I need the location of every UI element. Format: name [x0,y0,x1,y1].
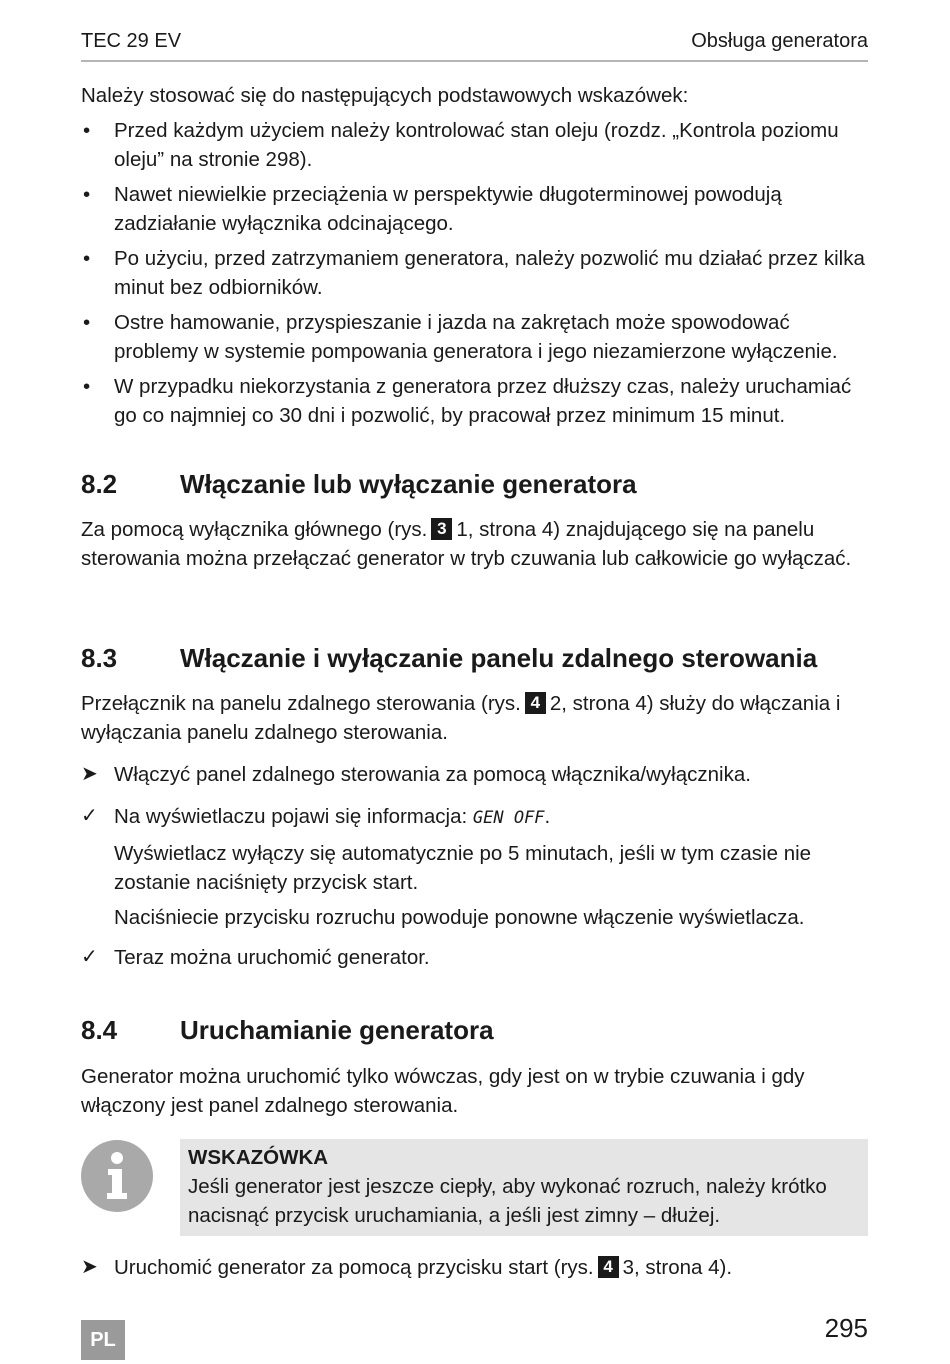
arrow-right-icon: ➤ [81,763,98,785]
header-divider [81,60,868,62]
arrow-right-icon: ➤ [81,1256,98,1278]
section-8-2-paragraph: Za pomocą wyłącznika głównego (rys. 3 1, strona 4) znajdującego się na panelu sterowania można przełączać generator w tryb czuwania lub całkowicie go wyłączać. [81,518,852,570]
section-number: 8.4 [81,1015,118,1045]
list-item: • Po użyciu, przed zatrzymaniem generatora, należy pozwolić mu działać przez kilka minut bez odbiorników. [81,244,871,302]
list-item: • Nawet niewielkie przeciążenia w perspektywie długoterminowej powodują zadziałanie wyłącznika odcinającego. [81,180,871,238]
figure-reference-badge: 4 [598,1256,619,1278]
list-item: • Ostre hamowanie, przyspieszanie i jazda na zakrętach może spowodować problemy w systemie pompowania generatora i jego niezamierzone wyłączenie. [81,308,871,366]
result-step: ✓ Teraz można uruchomić generator. [81,943,871,972]
instruction-step: ➤ Uruchomić generator za pomocą przycisku start (rys. 4 3, strona 4). [81,1253,871,1282]
guidelines-list [81,116,871,436]
bullet-icon: • [83,311,91,334]
header-document-title: TEC 29 EV [81,30,182,52]
checkmark-icon: ✓ [81,946,98,968]
display-readout: GEN OFF [472,808,545,828]
note-text: Jeśli generator jest jeszcze ciepły, aby wykonać rozruch, należy krótko nacisnąć przycisk uruchamiania, a jeśli jest zimny – dłużej. [188,1175,827,1227]
bullet-icon: • [83,375,91,398]
section-title: Uruchamianie generatora [180,1015,494,1045]
list-item: • W przypadku niekorzystania z generatora przez dłuższy czas, należy uruchamiać go co najmniej co 30 dni i pozwolić, by pracował przez minimum 15 minut. [81,372,871,430]
section-8-3-paragraph: Przełącznik na panelu zdalnego sterowania (rys. 4 2, strona 4) służy do włączania i wyłączania panelu zdalnego sterowania. [81,692,841,744]
instruction-step: ➤ Włączyć panel zdalnego sterowania za pomocą włącznika/wyłącznika. [81,760,871,789]
figure-reference-badge: 4 [525,692,546,714]
section-heading-8-3 [81,642,817,674]
checkmark-icon: ✓ [81,805,98,827]
section-title: Włączanie i wyłączanie panelu zdalnego sterowania [180,643,818,673]
info-icon [81,1140,153,1212]
bullet-icon: • [83,119,91,142]
intro-paragraph: Należy stosować się do następujących podstawowych wskazówek: [81,84,689,107]
result-step: ✓ Na wyświetlaczu pojawi się informacja: GEN OFF. Wyświetlacz wyłączy się automatycznie po 5 minutach, jeśli w tym czasie nie zostanie naciśnięty przycisk start. Naciśniecie przycisku rozruchu powoduje ponowne włączenie wyświetlacza. [81,802,871,932]
section-heading-8-4 [81,1014,494,1046]
header-chapter-title: Obsługa generatora [691,30,868,52]
page-number: 295 [824,1313,868,1343]
bullet-icon: • [83,183,91,206]
figure-reference-badge: 3 [431,518,452,540]
note-title: WSKAZÓWKA [188,1146,329,1169]
section-number: 8.3 [81,643,118,673]
section-title: Włączanie lub wyłączanie generatora [180,469,637,499]
section-heading-8-2 [81,468,637,500]
language-badge: PL [81,1320,125,1360]
note-box [180,1139,868,1236]
list-item: • Przed każdym użyciem należy kontrolować stan oleju (rozdz. „Kontrola poziomu oleju” na stronie 298). [81,116,871,174]
section-number: 8.2 [81,469,118,499]
bullet-icon: • [83,247,91,270]
section-8-4-paragraph: Generator można uruchomić tylko wówczas, gdy jest on w trybie czuwania i gdy włączony jest panel zdalnego sterowania. [81,1065,805,1117]
